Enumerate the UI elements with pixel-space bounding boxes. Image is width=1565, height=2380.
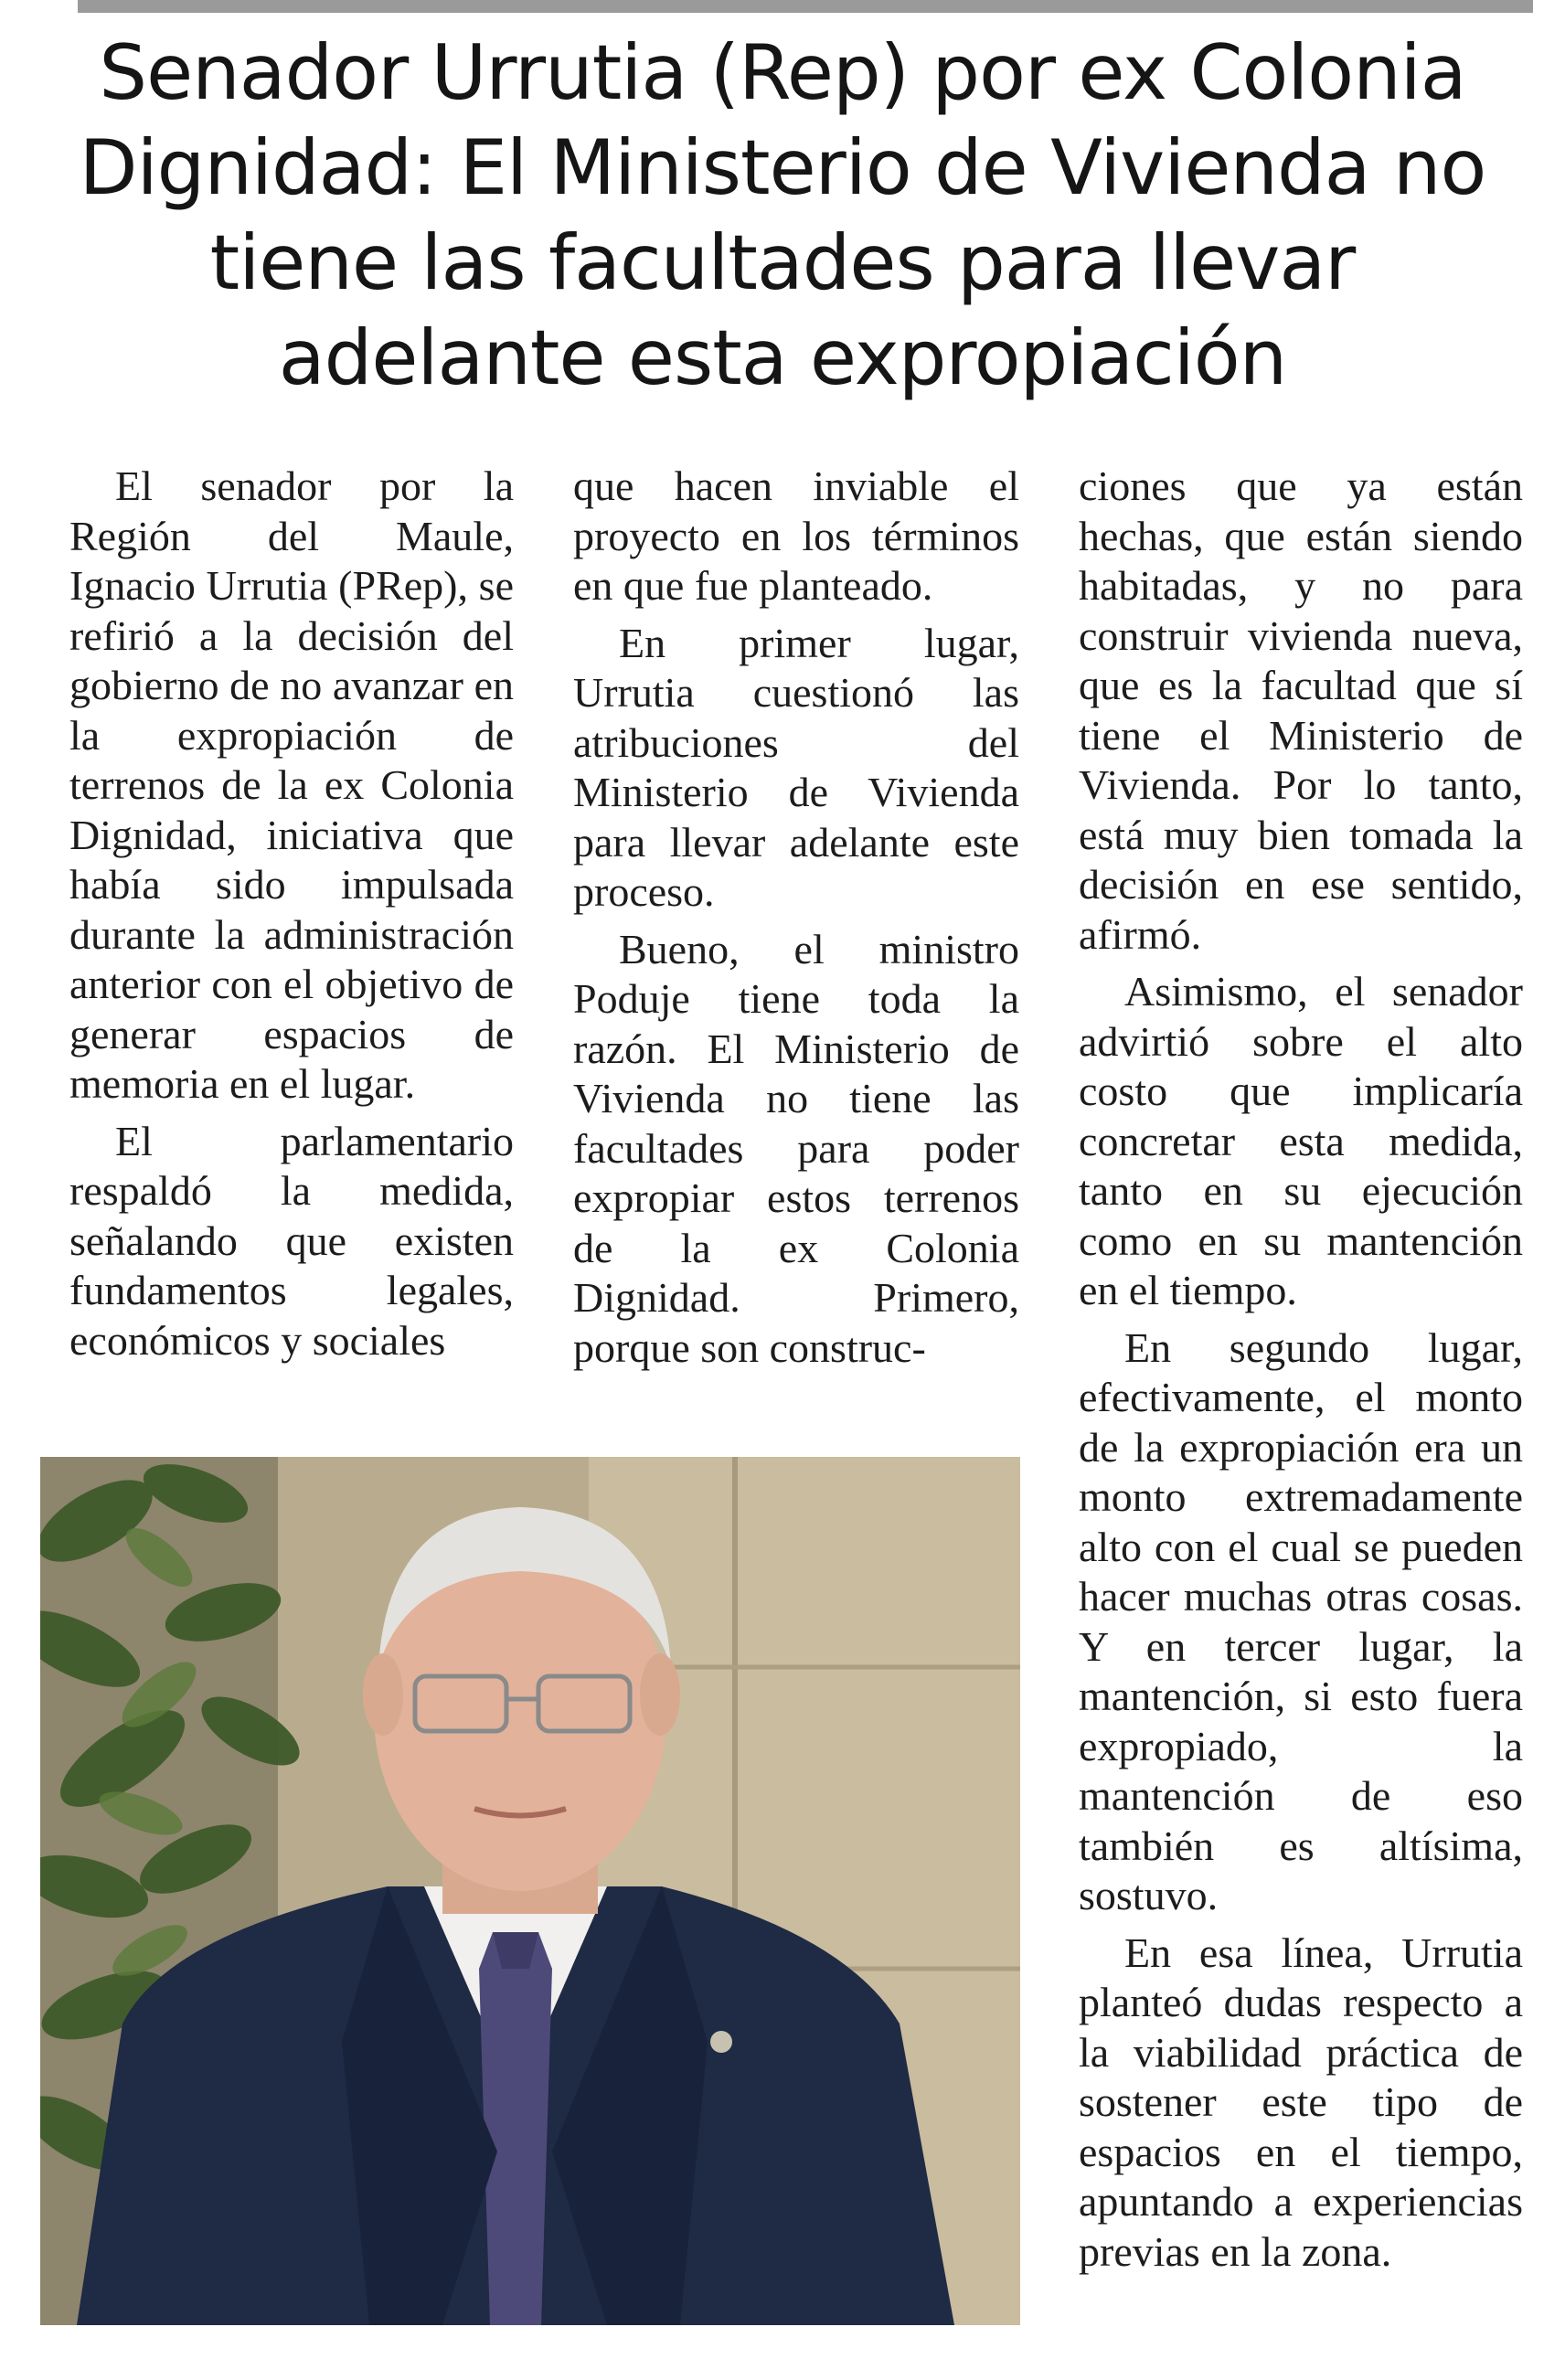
- portrait-photo-icon: [40, 1457, 1020, 2325]
- paragraph: ciones que ya están hechas, que están siendo habitadas, y no para construir vivienda nueva, que es la facultad que sí tiene el Ministerio de Vivienda. Por lo tanto, está muy bien tomada la decisión en ese sentido, afirmó.: [1079, 462, 1523, 958]
- paragraph: En segundo lugar, efectivamente, el monto de la expropiación era un monto extremadamente alto con el cual se pueden hacer muchas otras cosas. Y en tercer lugar, la mantención, si esto fuera expropiado, la mantención de eso también es altísima, sostuvo.: [1079, 1323, 1523, 1918]
- paragraph: Bueno, el ministro Poduje tiene toda la razón. El Ministerio de Vivienda no tiene las facultades para poder expropiar estos terrenos de la ex Colonia Dignidad. Primero, porque son construc-: [573, 925, 1019, 1371]
- paragraph: Asimismo, el senador advirtió sobre el alto costo que implicaría concretar esta medida, tanto en su ejecución como en su mantención en el tiempo.: [1079, 968, 1523, 1313]
- headline: Senador Urrutia (Rep) por ex Colonia Dignidad: El Ministerio de Vivienda no tiene las facultades para llevar adelante esta expropiación: [79, 28, 1486, 402]
- paragraph: En primer lugar, Urrutia cuestionó las atribuciones del Ministerio de Vivienda para llevar adelante este proceso.: [573, 619, 1019, 915]
- paragraph: El parlamentario respaldó la medida, señalando que existen fundamentos legales, económicos y sociales: [69, 1117, 514, 1364]
- paragraph: El senador por la Región del Maule, Ignacio Urrutia (PRep), se refirió a la decisión del gobierno de no avanzar en la expropiación de terrenos de la ex Colonia Dignidad, iniciativa que había sido impulsada durante la administración anterior con el objetivo de generar espacios de memoria en el lugar.: [69, 462, 514, 1107]
- column-1: [69, 462, 514, 1365]
- column-2: [573, 462, 1019, 1373]
- top-rule: [78, 0, 1533, 13]
- senator-photo: [40, 1457, 1020, 2325]
- paragraph: que hacen inviable el proyecto en los términos en que fue planteado.: [573, 462, 1019, 609]
- column-3: [1079, 462, 1523, 2277]
- paragraph: En esa línea, Urrutia planteó dudas respecto a la viabilidad práctica de sostener este tipo de espacios en el tiempo, apuntando a experiencias previas en la zona.: [1079, 1928, 1523, 2275]
